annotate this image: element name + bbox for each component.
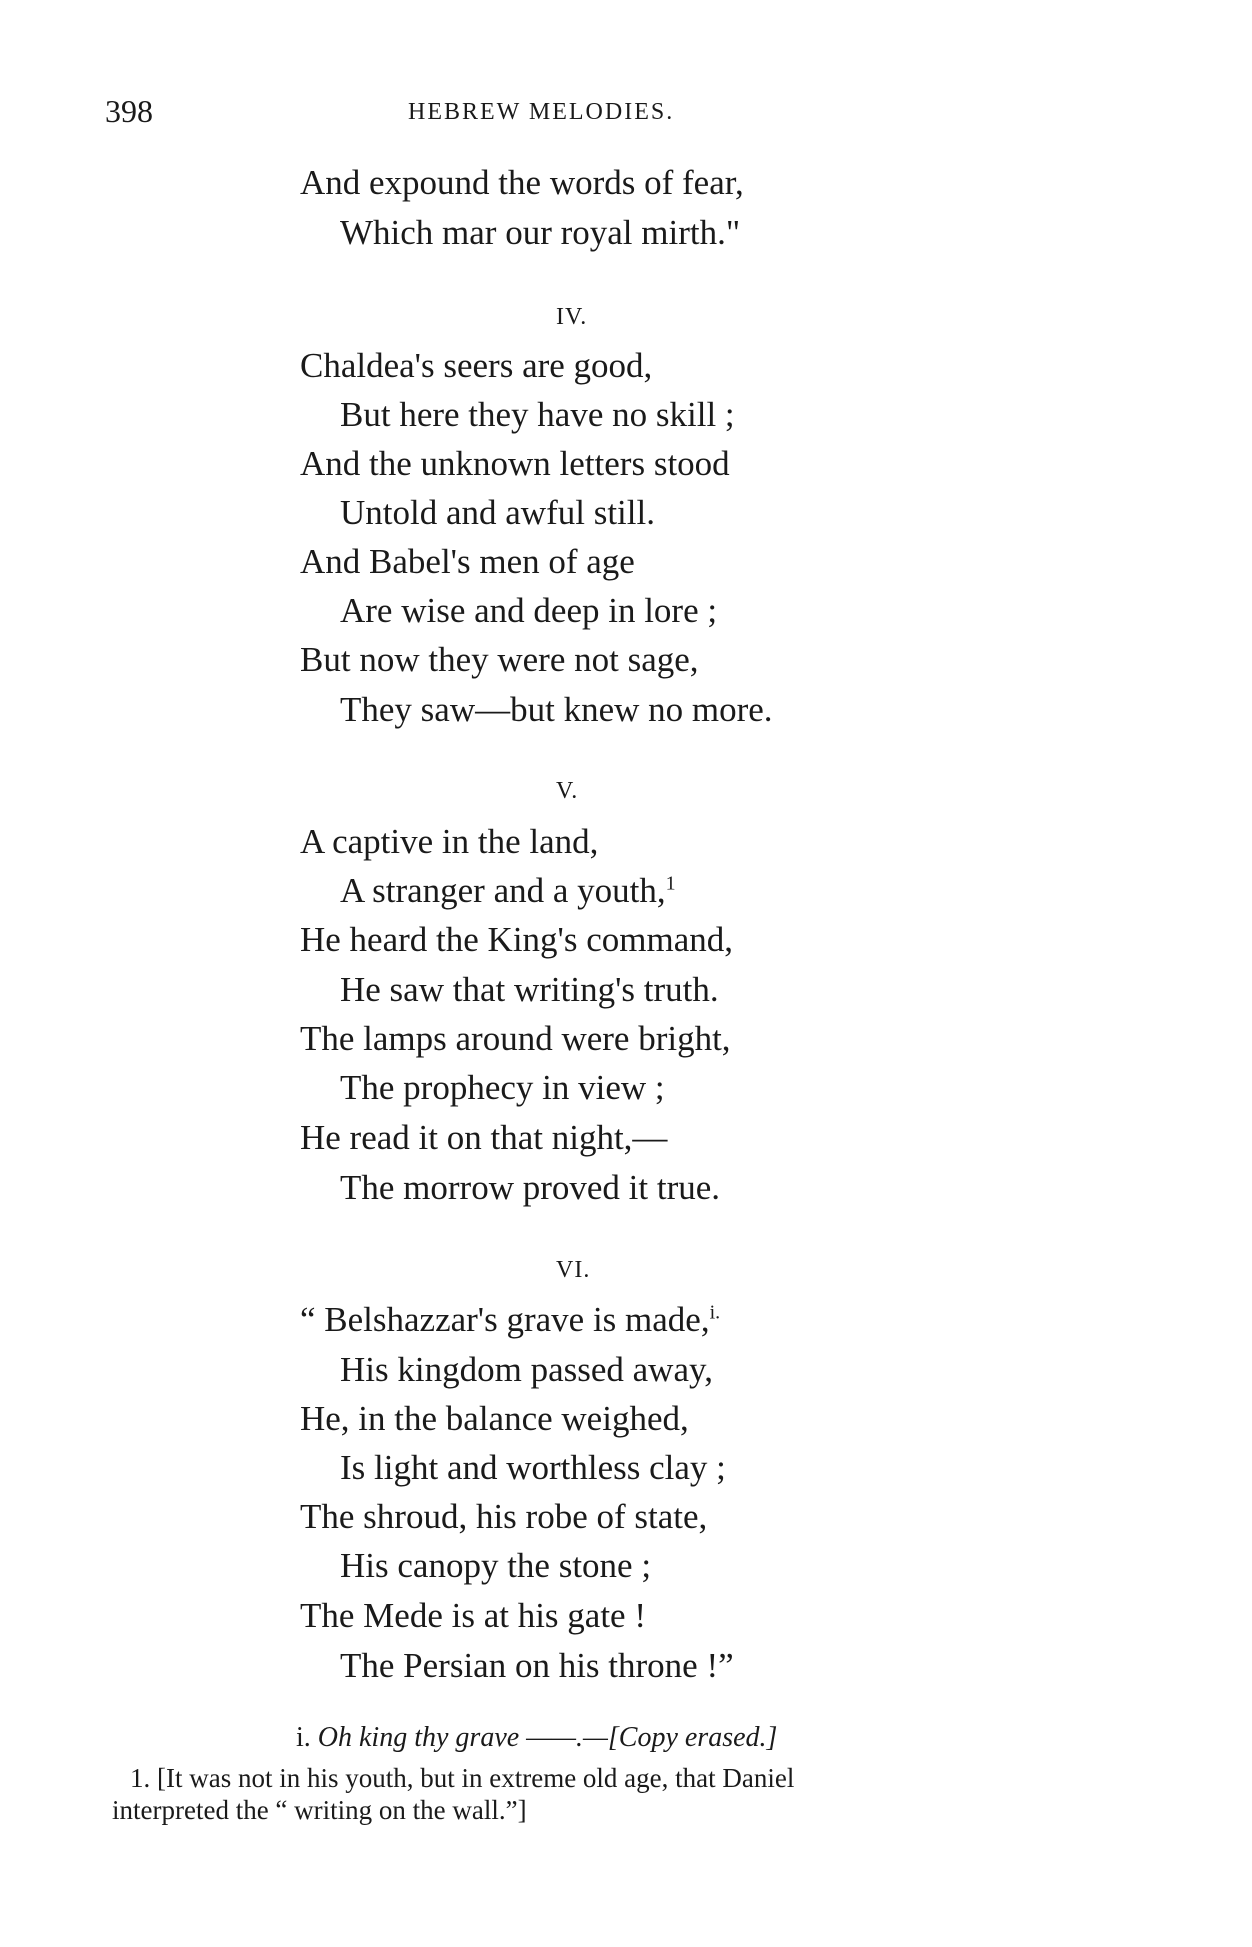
verse-line: He, in the balance weighed, xyxy=(300,1399,689,1438)
verse-text: A stranger and a youth, xyxy=(340,871,666,910)
verse-line: A captive in the land, xyxy=(300,822,599,861)
variant-note-mark: i. xyxy=(296,1722,311,1753)
verse-text: “ Belshazzar's grave is made, xyxy=(300,1300,710,1339)
verse-line: And the unknown letters stood xyxy=(300,444,730,483)
verse-line xyxy=(300,1300,720,1340)
verse-line: Which mar our royal mirth." xyxy=(340,213,741,252)
verse-line: But here they have no skill ; xyxy=(340,395,735,434)
verse-line: Are wise and deep in lore ; xyxy=(340,591,718,630)
page-number: 398 xyxy=(105,93,153,129)
verse-line xyxy=(340,871,676,911)
verse-line: And expound the words of fear, xyxy=(300,163,744,202)
footnote-mark: 1 xyxy=(665,872,676,895)
variant-mark: i. xyxy=(709,1301,721,1324)
variant-note-source: —[Copy erased.] xyxy=(582,1722,778,1753)
verse-line: He heard the King's command, xyxy=(300,920,733,959)
verse-line: The prophecy in view ; xyxy=(340,1068,665,1107)
verse-line: But now they were not sage, xyxy=(300,640,699,679)
verse-line: Untold and awful still. xyxy=(340,493,655,532)
variant-note-text: Oh king thy grave ——. xyxy=(317,1722,583,1753)
verse-line: His kingdom passed away, xyxy=(340,1350,713,1389)
verse-line: And Babel's men of age xyxy=(300,542,635,581)
stanza-numeral: V. xyxy=(556,778,579,804)
verse-line: The shroud, his robe of state, xyxy=(300,1497,708,1536)
verse-line: Chaldea's seers are good, xyxy=(300,346,653,385)
variant-note xyxy=(296,1722,777,1754)
verse-line: He read it on that night,— xyxy=(300,1118,668,1157)
verse-line: They saw—but knew no more. xyxy=(340,690,773,729)
page-header xyxy=(0,93,1252,133)
footnote-line: 1. [It was not in his youth, but in extreme old age, that Daniel xyxy=(130,1763,795,1793)
footnote xyxy=(112,1762,1072,1826)
verse-line: He saw that writing's truth. xyxy=(340,970,719,1009)
stanza-numeral: IV. xyxy=(556,304,588,330)
verse-line: Is light and worthless clay ; xyxy=(340,1448,726,1487)
verse-line: His canopy the stone ; xyxy=(340,1546,652,1585)
verse-line: The Persian on his throne !” xyxy=(340,1646,734,1685)
stanza-numeral: VI. xyxy=(556,1257,591,1283)
verse-line: The lamps around were bright, xyxy=(300,1019,731,1058)
verse-line: The morrow proved it true. xyxy=(340,1168,721,1207)
running-title: HEBREW MELODIES. xyxy=(408,99,675,125)
verse-line: The Mede is at his gate ! xyxy=(300,1596,647,1635)
footnote-line: interpreted the “ writing on the wall.”] xyxy=(112,1795,527,1825)
